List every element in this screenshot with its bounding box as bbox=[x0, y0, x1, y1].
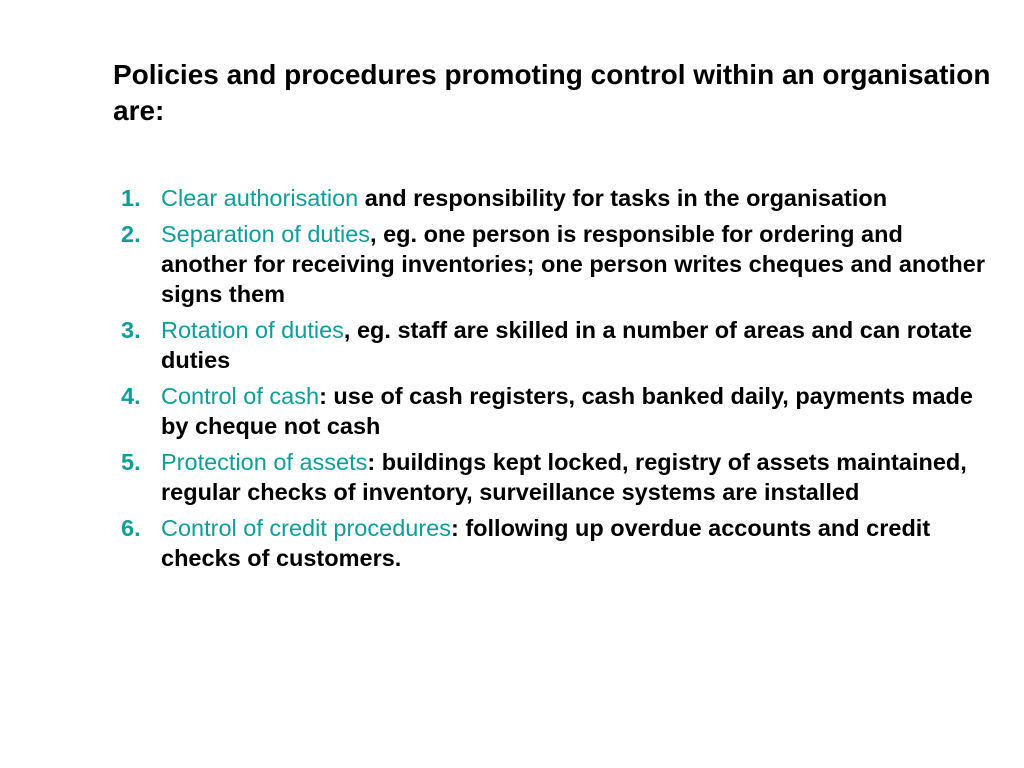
list-item-description: : use of cash registers, cash banked daily, payments made by cheque not cash bbox=[161, 383, 973, 439]
list-item-number: 2. bbox=[121, 221, 141, 247]
list-item-clear-authorisation bbox=[120, 183, 986, 213]
list-item-separation-of-duties bbox=[120, 219, 986, 309]
list-item-term: Clear authorisation bbox=[161, 185, 359, 211]
list-item-number: 1. bbox=[121, 185, 141, 211]
list-item-description: and responsibility for tasks in the organisation bbox=[358, 185, 888, 211]
list-item-protection-of-assets bbox=[120, 447, 986, 507]
list-item-number: 3. bbox=[121, 317, 141, 343]
list-item-control-of-credit-procedures bbox=[120, 513, 986, 573]
list-item-rotation-of-duties bbox=[120, 315, 986, 375]
list-item-number: 5. bbox=[121, 449, 141, 475]
list-item-description: , eg. one person is responsible for ordering and another for receiving inventories; one person writes cheques and another signs them bbox=[161, 221, 985, 307]
list-item-term: Control of credit procedures bbox=[161, 515, 451, 541]
control-procedures-list bbox=[120, 183, 986, 579]
list-item-description: : buildings kept locked, registry of assets maintained, regular checks of inventory, surveillance systems are installed bbox=[161, 449, 967, 505]
list-item-number: 4. bbox=[121, 383, 141, 409]
list-item-description: , eg. staff are skilled in a number of areas and can rotate duties bbox=[161, 317, 973, 373]
slide-title: Policies and procedures promoting control within an organisation are: bbox=[113, 59, 991, 126]
list-item-number: 6. bbox=[121, 515, 141, 541]
list-item-term: Rotation of duties bbox=[161, 317, 344, 343]
list-item-description: : following up overdue accounts and credit checks of customers. bbox=[161, 515, 931, 571]
list-item-term: Protection of assets bbox=[161, 449, 368, 475]
list-item-term: Control of cash bbox=[161, 383, 320, 409]
list-item-control-of-cash bbox=[120, 381, 986, 441]
list-item-term: Separation of duties bbox=[161, 221, 371, 247]
